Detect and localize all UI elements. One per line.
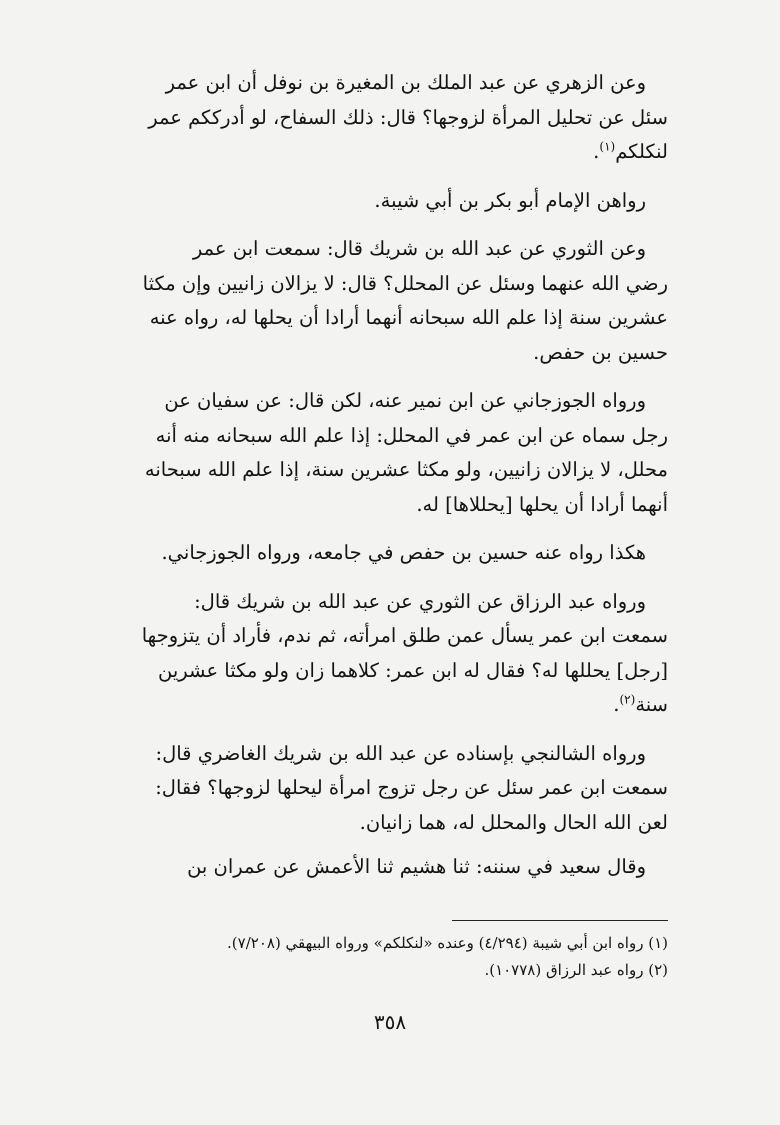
page-number: ٣٥٨ [373,1010,407,1034]
footnote-ref-1: (١) [599,139,616,154]
footnote-divider [452,920,668,921]
footnote-2: (٢) رواه عبد الرزاق (١٠٧٧٨). [484,961,668,979]
paragraph-3: وعن الثوري عن عبد الله بن شريك قال: سمعت ابن عمر رضي الله عنهما وسئل عن المحلل؟ قال: لا يزالان زانيين وإن مكثا عشرين سنة إذا علم الله سبحانه أنهما أرادا أن يحلها له، رواه عنه حسين بن حفص. [142,237,668,364]
paragraph-5: هكذا رواه عنه حسين بن حفص في جامعه، ورواه الجوزجاني. [161,541,646,564]
paragraph-2: رواهن الإمام أبو بكر بن أبي شيبة. [374,188,646,212]
footnotes [108,930,668,984]
paragraph-1: وعن الزهري عن عبد الملك بن المغيرة بن نوفل أن ابن عمر سئل عن تحليل المرأة لزوجها؟ قال: ذلك السفاح، لو أدرككم عمر لنكلكم$^{(١)}$. [148,71,668,163]
paragraph-6: ورواه عبد الرزاق عن الثوري عن عبد الله بن شريك قال: سمعت ابن عمر يسأل عمن طلق امرأته، ثم ندم، فأراد أن يتزوجها [رجل] يحللها له؟ فقال له ابن عمر: كلاهما زان ولو مكثا عشرين سنة$^{(٢)}$. [141,589,668,716]
paragraph-8: وقال سعيد في سننه: ثنا هشيم ثنا الأعمش عن عمران بن [187,855,646,878]
footnote-1: (١) رواه ابن أبي شيبة (٤/٢٩٤) وعنده «لنكلكم» ورواه البيهقي (٧/٢٠٨). [227,934,668,952]
main-text [108,66,668,899]
paragraph-4: ورواه الجوزجاني عن ابن نمير عنه، لكن قال: عن سفيان عن رجل سماه عن ابن عمر في المحلل: إذا علم الله سبحانه منه أنه محلل، لا يزالان زانيين، ولو مكثا عشرين سنة، إذا علم الله سبحانه أنهما أرادا أن يحلها [يحللاها] له. [144,389,668,516]
footnote-ref-2: (٢) [619,692,636,707]
paragraph-7: ورواه الشالنجي بإسناده عن عبد الله بن شريك الغاضري قال: سمعت ابن عمر سئل عن رجل تزوج امرأة ليحلها لزوجها؟ فقال: لعن الله الحال والمحلل له، هما زانيان. [155,741,668,834]
